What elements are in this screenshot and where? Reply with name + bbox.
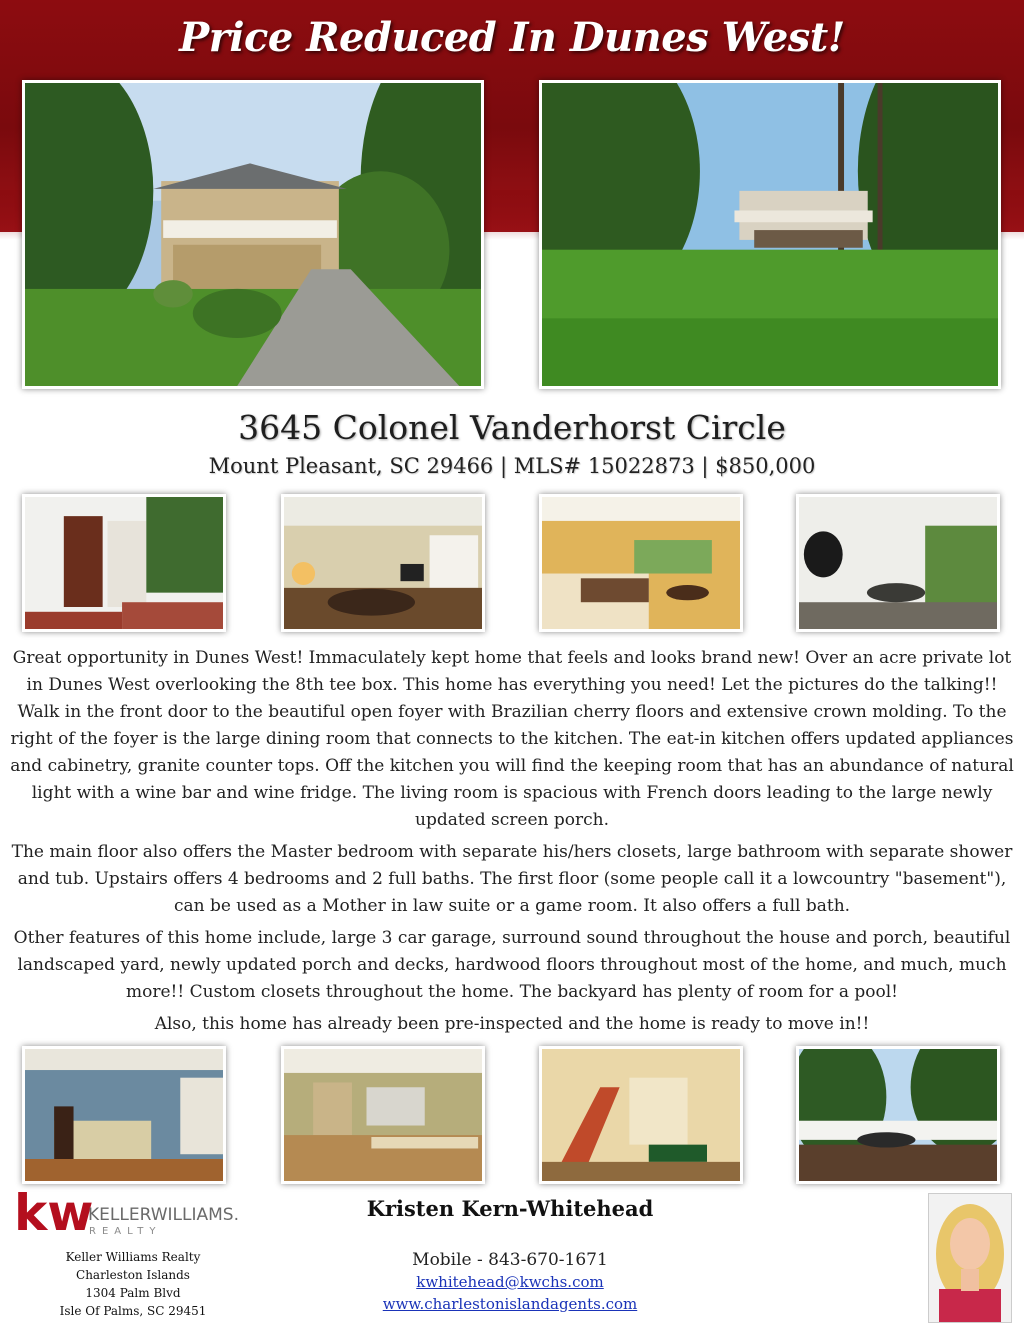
office-city: Isle Of Palms, SC 29451	[59, 1304, 207, 1318]
description-paragraph: Other features of this home include, large 3 car garage, surround sound throughout the house and porch, beautiful landscaped yard, newly updated porch and decks, hardwood floors throughout most of the home, and much, much more!! Custom closets throughout the home. The backyard has plenty of room for a pool!	[13, 928, 1011, 1002]
description-paragraph: The main floor also offers the Master bedroom with separate his/hers closets, large bathroom with separate shower and tub. Upstairs offers 4 bedrooms and 2 full baths. The first floor (some people call it a lowcountry "basement"), can be used as a Mother in law suite or a game room. It also offers a full bath.	[11, 842, 1013, 916]
kw-logo-brand: KELLERWILLIAMS.	[88, 1205, 239, 1225]
photo-game-room	[539, 1046, 743, 1184]
photo-master-bath	[281, 1046, 485, 1184]
photo-screen-porch	[796, 494, 1000, 632]
headline: Price Reduced In Dunes West!	[179, 14, 845, 61]
photo-master-bedroom	[22, 1046, 226, 1184]
photo-living-room	[281, 494, 485, 632]
photo-back-deck	[796, 1046, 1000, 1184]
description-paragraph: Great opportunity in Dunes West! Immaculately kept home that feels and looks brand new! Over an acre private lot in Dunes West overlooking the 8th tee box. This home has everything you need! Let the pictures do the talking!! Walk in the front door to the beautiful open foyer with Brazilian cherry floors and extensive crown molding. To the right of the foyer is the large dining room that connects to the kitchen. The eat-in kitchen offers updated appliances and cabinetry, granite counter tops. Off the kitchen you will find the keeping room that has an abundance of natural light with a wine bar and wine fridge. The living room is spacious with French doors leading to the large newly updated screen porch.	[10, 648, 1014, 830]
agent-name: Kristen Kern-Whitehead	[366, 1196, 654, 1221]
agent-mobile: Mobile - 843-670-1671	[412, 1250, 608, 1270]
agent-contact	[330, 1249, 690, 1315]
keller-williams-logo	[14, 1188, 254, 1238]
agent-headshot	[928, 1193, 1012, 1323]
office-branch: Charleston Islands	[76, 1268, 190, 1282]
agent-email-link[interactable]: kwhitehead@kwchs.com	[416, 1273, 604, 1291]
agent-website-link[interactable]: www.charlestonislandagents.com	[382, 1295, 638, 1313]
photo-rear-exterior	[539, 80, 1001, 389]
office-name: Keller Williams Realty	[65, 1250, 201, 1264]
description-paragraph: Also, this home has already been pre-inspected and the home is ready to move in!!	[154, 1014, 870, 1034]
listing-subline: Mount Pleasant, SC 29466 | MLS# 15022873 | $850,000	[208, 454, 816, 478]
property-description	[10, 645, 1014, 1043]
office-street: 1304 Palm Blvd	[85, 1286, 181, 1300]
photo-front-exterior	[22, 80, 484, 389]
listing-address: 3645 Colonel Vanderhorst Circle	[238, 408, 786, 447]
kw-logo-realty: REALTY	[89, 1226, 162, 1237]
photo-front-porch	[22, 494, 226, 632]
kw-logo-mark: kw	[14, 1188, 94, 1238]
office-address	[28, 1248, 238, 1320]
photo-kitchen	[539, 494, 743, 632]
